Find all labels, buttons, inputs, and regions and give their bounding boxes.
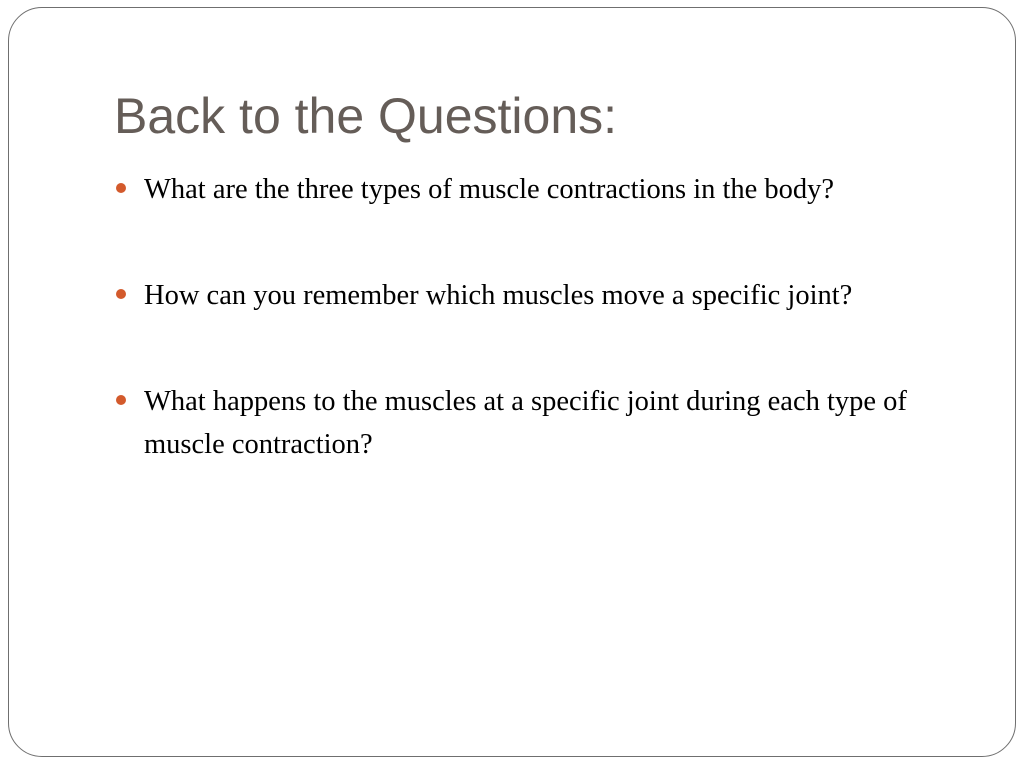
bullet-dot-icon [116, 289, 126, 299]
bullet-text-3: What happens to the muscles at a specific joint during each type of muscle contraction? [144, 386, 907, 460]
bullet-item-1 [116, 168, 976, 211]
bullet-text-2: How can you remember which muscles move a specific joint? [144, 280, 853, 311]
slide-title: Back to the Questions: [114, 88, 618, 144]
bullet-dot-icon [116, 395, 126, 405]
bullet-text-1: What are the three types of muscle contractions in the body? [144, 174, 835, 205]
bullet-dot-icon [116, 183, 126, 193]
bullet-item-2 [116, 274, 976, 317]
bullet-item-3 [116, 380, 976, 466]
bullet-list [116, 168, 976, 529]
